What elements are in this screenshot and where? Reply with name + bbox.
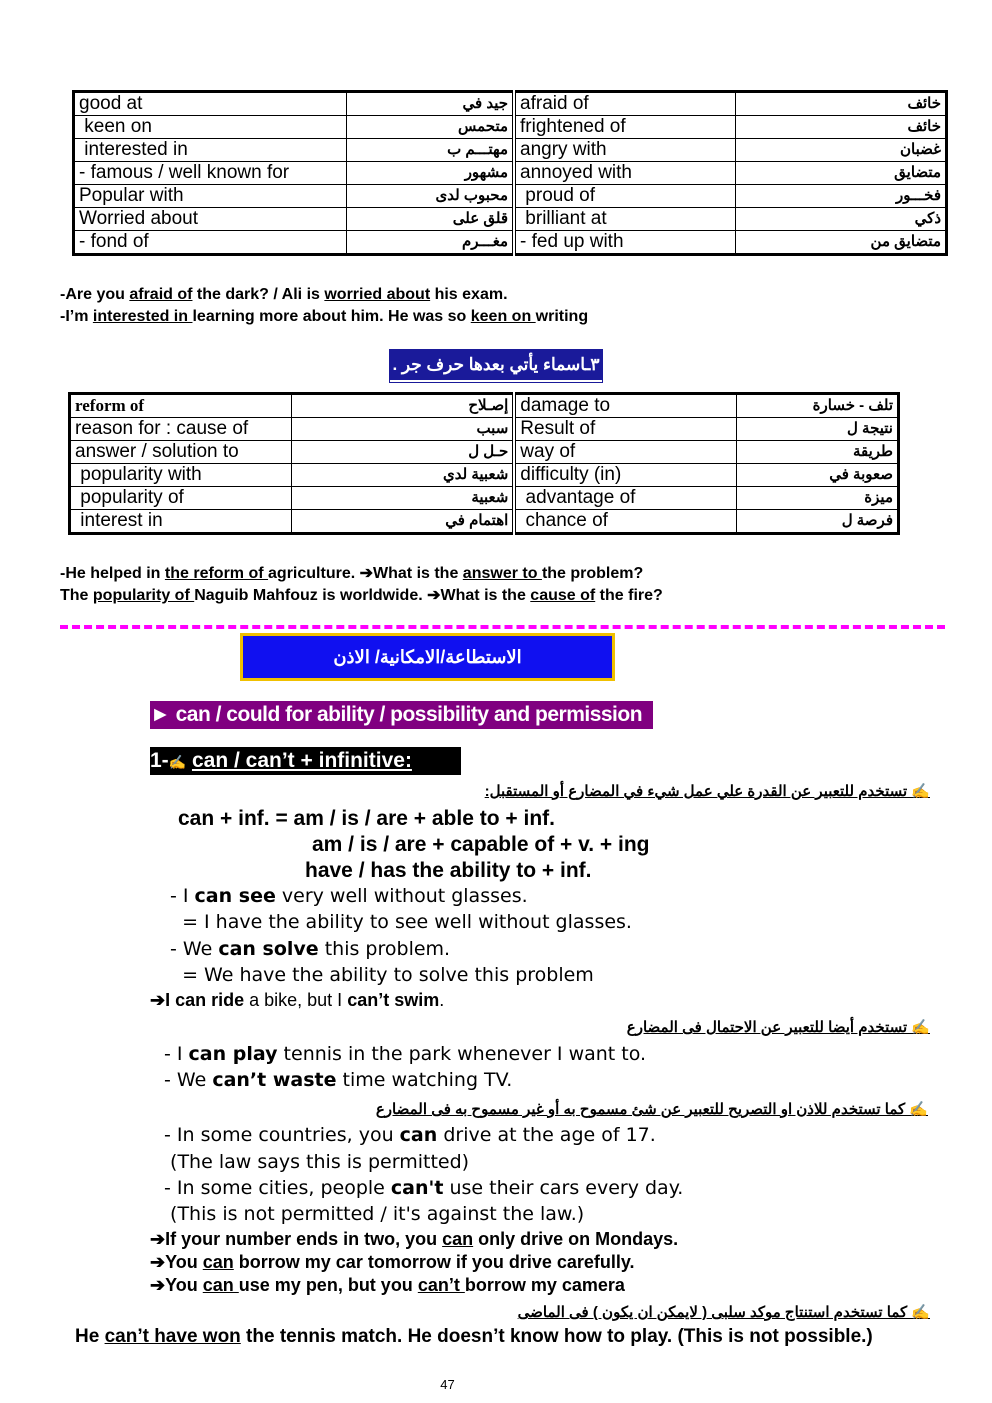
- text-segment: this problem.: [318, 938, 451, 960]
- english-phrase-cell: frightened of: [514, 116, 736, 139]
- english-phrase-cell: damage to: [514, 394, 737, 418]
- adjectives-prepositions-table: [72, 90, 948, 256]
- english-phrase-cell: brilliant at: [514, 208, 736, 231]
- text-segment: only drive on Mondays.: [473, 1229, 679, 1249]
- arabic-meaning-cell: متضايق من: [736, 231, 947, 255]
- text-segment: drive at the age of 17.: [437, 1124, 656, 1146]
- table-row: [74, 208, 947, 231]
- text-segment: - We: [170, 938, 219, 960]
- arabic-meaning-cell: ذكي: [736, 208, 947, 231]
- arabic-meaning-cell: إصـلاح: [292, 394, 515, 418]
- table-row: [74, 162, 947, 185]
- arrow-example: [150, 1275, 625, 1296]
- text-segment: The: [60, 587, 93, 604]
- table-row: [74, 116, 947, 139]
- english-phrase-cell: chance of: [514, 510, 737, 534]
- text-segment: use their cars every day.: [443, 1177, 684, 1199]
- example-line: [164, 1124, 656, 1146]
- text-segment: borrow my camera: [464, 1275, 625, 1295]
- arabic-meaning-cell: نتيجة ل: [737, 418, 899, 441]
- example-sentence: [60, 308, 588, 326]
- bold-phrase: can solve: [218, 938, 319, 960]
- arabic-meaning-cell: خائف: [736, 92, 947, 116]
- example-sentence: [60, 585, 663, 605]
- table-row: [74, 139, 947, 162]
- arabic-meaning-cell: مغـــرم: [347, 231, 514, 255]
- arabic-meaning-cell: فخـــور: [736, 185, 947, 208]
- text-segment: -I’m: [60, 308, 93, 325]
- formula: have / has the ability to + inf.: [305, 859, 592, 882]
- arabic-meaning-cell: متضايق: [736, 162, 947, 185]
- english-phrase-cell: afraid of: [514, 92, 736, 116]
- english-phrase-cell: reform of: [70, 394, 292, 418]
- arabic-meaning-cell: حـل ل: [292, 441, 515, 464]
- english-phrase-cell: proud of: [514, 185, 736, 208]
- example-sentence: [60, 286, 508, 304]
- bold-phrase: can ride: [175, 990, 245, 1010]
- text-segment: = I have the ability to see well without glasses.: [170, 911, 632, 933]
- english-phrase-cell: popularity of: [70, 487, 292, 510]
- table-row: [74, 92, 947, 116]
- underlined-phrase: cause of: [530, 587, 596, 604]
- text-segment: ➔You: [150, 1275, 203, 1295]
- formula: can + inf. = am / is / are + able to + inf.: [178, 807, 555, 830]
- table-row: [74, 231, 947, 255]
- arabic-note: ✍ تستخدم أيضا للتعبير عن الاحتمال فى المضارع: [626, 1019, 930, 1036]
- english-phrase-cell: - fond of: [74, 231, 347, 255]
- example-line: [170, 911, 632, 933]
- arabic-note: ✍ كما تستخدم للاذن او التصريح للتعبير عن شئ مسموح به أو غير مسموح به فى المضارع: [375, 1101, 928, 1118]
- table-row: [70, 464, 899, 487]
- example-line: [170, 964, 594, 986]
- arrow-example: [150, 990, 444, 1011]
- text-segment: - In some countries, you: [164, 1124, 400, 1146]
- table-row: [74, 185, 947, 208]
- arabic-meaning-cell: محبوب لدى: [347, 185, 514, 208]
- english-phrase-cell: Result of: [514, 418, 737, 441]
- underlined-phrase: worried about: [324, 286, 431, 303]
- heading-number: 1-: [150, 749, 169, 772]
- arabic-meaning-cell: قلق على: [347, 208, 514, 231]
- english-phrase-cell: keen on: [74, 116, 347, 139]
- text-segment: borrow my car tomorrow if you drive carefully.: [233, 1252, 635, 1272]
- text-segment: (This is not permitted / it's against the law.): [164, 1203, 585, 1225]
- nouns-prepositions-table: [68, 392, 900, 535]
- english-phrase-cell: - fed up with: [514, 231, 736, 255]
- table-row: [70, 487, 899, 510]
- bold-phrase: can’t waste: [212, 1069, 337, 1091]
- english-phrase-cell: advantage of: [514, 487, 737, 510]
- english-phrase-cell: - famous / well known for: [74, 162, 347, 185]
- english-phrase-cell: reason for : cause of: [70, 418, 292, 441]
- arabic-note: ✍ كما تستخدم استنتاج موكد سلبى ( لايمكن ان يكون ) فى الماضى: [517, 1304, 930, 1321]
- example-line: [170, 885, 528, 907]
- arabic-meaning-cell: شعبية: [292, 487, 515, 510]
- bold-phrase: can: [399, 1124, 438, 1146]
- arabic-meaning-cell: اهتمام في: [292, 510, 515, 534]
- table-row: [70, 394, 899, 418]
- arabic-meaning-cell: مشهور: [347, 162, 514, 185]
- table-row: [70, 510, 899, 534]
- text-segment: Naguib Mahfouz is worldwide. ➔What is the: [194, 587, 531, 604]
- text-segment: tennis in the park whenever I want to.: [277, 1043, 647, 1065]
- example-line: [164, 1203, 584, 1225]
- english-phrase-cell: difficulty (in): [514, 464, 737, 487]
- bold-phrase: can play: [188, 1043, 278, 1065]
- underlined-phrase: afraid of: [129, 286, 193, 303]
- arabic-meaning-cell: سبب: [292, 418, 515, 441]
- underlined-phrase: can: [202, 1275, 239, 1295]
- english-phrase-cell: interest in: [70, 510, 292, 534]
- english-phrase-cell: way of: [514, 441, 737, 464]
- nouns-banner: ٣ـاسماء يأتي بعدها حرف جر .: [390, 350, 602, 382]
- formula: am / is / are + capable of + v. + ing: [312, 833, 650, 856]
- text-segment: He: [75, 1326, 105, 1347]
- text-segment: a bike, but I: [244, 990, 348, 1010]
- english-phrase-cell: popularity with: [70, 464, 292, 487]
- arabic-meaning-cell: طريقة: [737, 441, 899, 464]
- underlined-phrase: the reform of: [164, 565, 269, 582]
- arabic-meaning-cell: صعوبة في: [737, 464, 899, 487]
- underlined-phrase: can’t: [417, 1275, 465, 1295]
- arrow-example: [150, 1252, 635, 1273]
- text-segment: time watching TV.: [336, 1069, 513, 1091]
- text-segment: -Are you: [60, 286, 130, 303]
- heading-text: can / can’t + infinitive:: [191, 749, 412, 772]
- text-segment: use my pen, but you: [238, 1275, 418, 1295]
- arabic-meaning-cell: شعبية لدي: [292, 464, 515, 487]
- text-segment: the fire?: [595, 587, 663, 604]
- arrow-example: [150, 1229, 678, 1250]
- final-example: [75, 1326, 873, 1348]
- text-segment: ➔If your number ends in two, you: [150, 1229, 443, 1249]
- section-title-box: الاستطاعة/الامكانية/ الاذن: [240, 633, 615, 681]
- text-segment: - In some cities, people: [164, 1177, 391, 1199]
- example-line: [170, 938, 450, 960]
- english-phrase-cell: annoyed with: [514, 162, 736, 185]
- table-row: [70, 441, 899, 464]
- text-segment: the dark? / Ali is: [192, 286, 325, 303]
- english-phrase-cell: Popular with: [74, 185, 347, 208]
- arabic-meaning-cell: ميزة: [737, 487, 899, 510]
- bold-phrase: can't: [390, 1177, 444, 1199]
- bold-phrase: can see: [194, 885, 276, 907]
- english-phrase-cell: interested in: [74, 139, 347, 162]
- text-segment: = We have the ability to solve this problem: [170, 964, 594, 986]
- text-segment: ➔I: [150, 990, 176, 1010]
- english-phrase-cell: angry with: [514, 139, 736, 162]
- text-segment: learning more about him. He was so: [192, 308, 471, 325]
- underlined-phrase: popularity of: [92, 587, 195, 604]
- example-line: [164, 1043, 646, 1065]
- text-segment: - We: [164, 1069, 213, 1091]
- example-line: [164, 1151, 469, 1173]
- arabic-meaning-cell: تلف - خسارة: [737, 394, 899, 418]
- text-segment: the tennis match. He doesn’t know how to play. (This is not possible.): [240, 1326, 873, 1347]
- text-segment: .: [439, 990, 445, 1010]
- writing-hand-icon: ✍: [168, 754, 187, 770]
- text-segment: - I: [170, 885, 195, 907]
- arabic-meaning-cell: فرصة ل: [737, 510, 899, 534]
- underlined-phrase: answer to: [462, 565, 542, 582]
- text-segment: (The law says this is permitted): [164, 1151, 470, 1173]
- arabic-meaning-cell: مهتـــم ب: [347, 139, 514, 162]
- table-row: [70, 418, 899, 441]
- arabic-meaning-cell: متحمس: [347, 116, 514, 139]
- underlined-phrase: keen on: [470, 308, 536, 325]
- english-phrase-cell: good at: [74, 92, 347, 116]
- underlined-phrase: interested in: [92, 308, 193, 325]
- arabic-meaning-cell: غضبان: [736, 139, 947, 162]
- underlined-phrase: can: [202, 1252, 234, 1272]
- text-segment: his exam.: [430, 286, 508, 303]
- text-segment: -He helped in: [60, 565, 165, 582]
- text-segment: writing: [535, 308, 589, 325]
- english-phrase-cell: answer / solution to: [70, 441, 292, 464]
- text-segment: very well without glasses.: [275, 885, 528, 907]
- black-heading: [150, 747, 461, 775]
- page-number: 47: [440, 1377, 455, 1392]
- example-line: [164, 1177, 683, 1199]
- text-segment: - I: [164, 1043, 189, 1065]
- example-line: [164, 1069, 512, 1091]
- text-segment: agriculture. ➔What is the: [268, 565, 463, 582]
- english-phrase-cell: Worried about: [74, 208, 347, 231]
- text-segment: ➔You: [150, 1252, 203, 1272]
- example-sentence: [60, 563, 643, 583]
- bold-phrase: can’t swim: [347, 990, 440, 1010]
- purple-heading: ► can / could for ability / possibility and permission: [150, 701, 653, 729]
- dashed-divider: [60, 625, 945, 629]
- arabic-meaning-cell: خائف: [736, 116, 947, 139]
- arabic-note: ✍ تستخدم للتعبير عن القدرة علي عمل شيء في المضارع أو المستقبل:: [484, 783, 930, 800]
- underlined-phrase: can: [442, 1229, 474, 1249]
- underlined-phrase: can’t have won: [104, 1326, 241, 1347]
- text-segment: the problem?: [541, 565, 644, 582]
- arabic-meaning-cell: جيد في: [347, 92, 514, 116]
